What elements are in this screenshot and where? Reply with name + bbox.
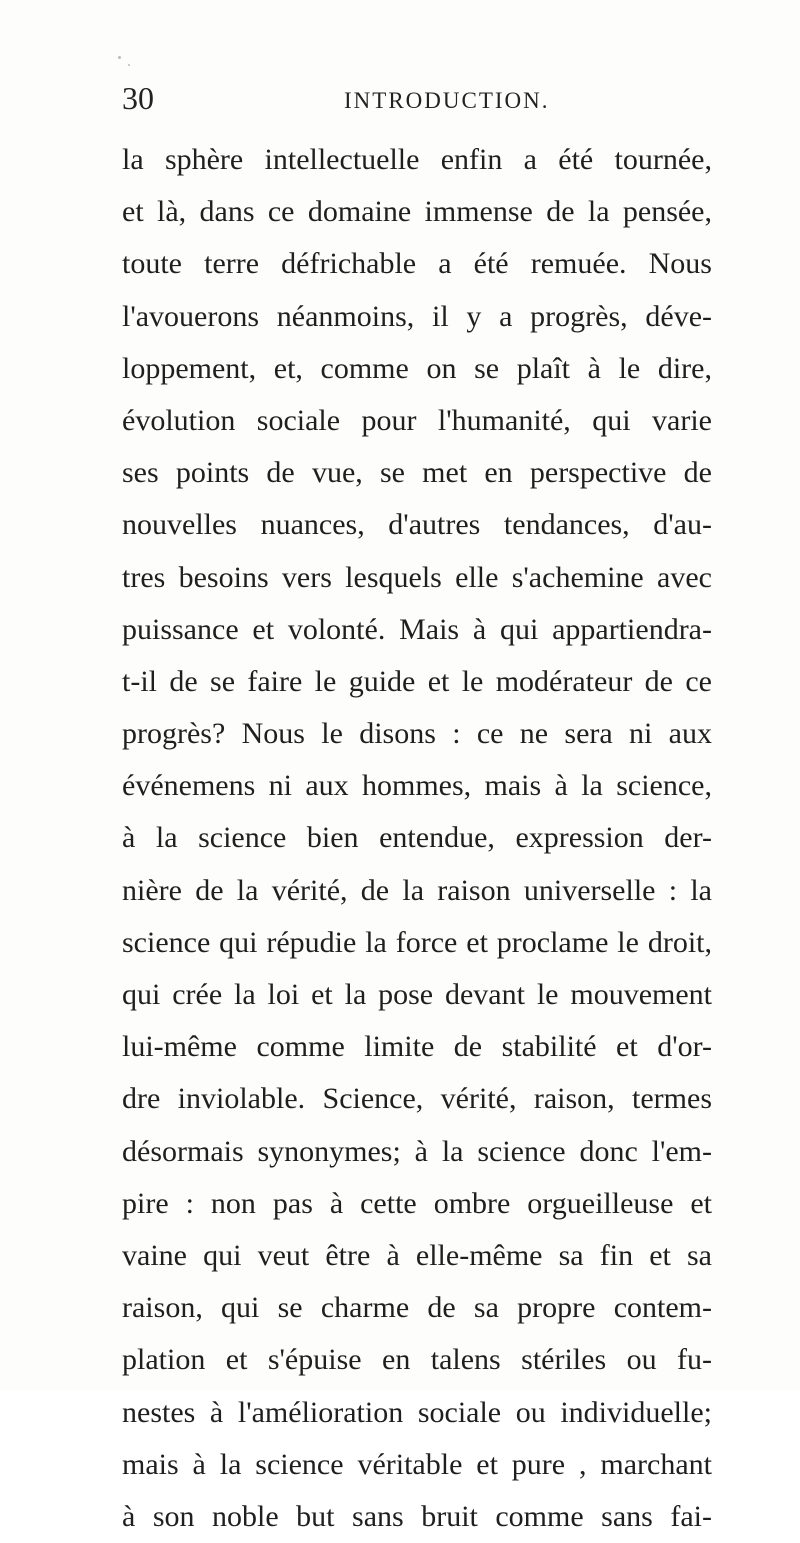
text-line: dre inviolable. Science, vérité, raison, termes	[122, 1082, 712, 1116]
text-line: toute terre défrichable a été remuée. Nous	[122, 247, 712, 281]
text-line: désormais synonymes; à la science donc l'em-	[122, 1134, 712, 1168]
text-line: plation et s'épuise en talens stériles ou fu-	[122, 1343, 712, 1377]
text-line: raison, qui se charme de sa propre contem-	[122, 1291, 712, 1325]
text-line: loppement, et, comme on se plaît à le dire,	[122, 351, 712, 385]
text-line: puissance et volonté. Mais à qui appartiendra-	[122, 612, 712, 646]
text-line: à son noble but sans bruit comme sans fai-	[122, 1499, 712, 1533]
text-line: pire : non pas à cette ombre orgueilleuse et	[122, 1186, 712, 1220]
text-line: ses points de vue, se met en perspective de	[122, 456, 712, 490]
text-line: qui crée la loi et la pose devant le mouvement	[122, 978, 712, 1011]
text-line: mais à la science véritable et pure , marchant	[122, 1447, 712, 1481]
text-line: à la science bien entendue, expression der-	[122, 821, 712, 855]
text-line: l'avouerons néanmoins, il y a progrès, déve-	[122, 299, 712, 333]
text-line: science qui répudie la force et proclame le droit,	[122, 925, 712, 959]
text-line: la sphère intellectuelle enfin a été tournée,	[122, 143, 712, 176]
running-head	[122, 78, 682, 122]
running-title: INTRODUCTION.	[344, 88, 550, 113]
text-line: et là, dans ce domaine immense de la pensée,	[122, 195, 712, 229]
text-line: nouvelles nuances, d'autres tendances, d'au-	[122, 508, 712, 542]
text-line: événemens ni aux hommes, mais à la science,	[122, 769, 712, 803]
text-line: nestes à l'amélioration sociale ou individuelle;	[122, 1395, 712, 1429]
text-line: lui-même comme limite de stabilité et d'or-	[122, 1030, 712, 1064]
text-line: vaine qui veut être à elle-même sa fin et sa	[122, 1238, 712, 1272]
paper-speck	[118, 56, 121, 59]
paper-speck	[128, 64, 130, 66]
text-line: tres besoins vers lesquels elle s'achemine avec	[122, 560, 712, 594]
page-number: 30	[122, 80, 154, 116]
body-text	[122, 134, 712, 1543]
text-line: progrès? Nous le disons : ce ne sera ni aux	[122, 717, 712, 751]
text-line: nière de la vérité, de la raison universelle : la	[122, 873, 712, 907]
text-line: t-il de se faire le guide et le modérateur de ce	[122, 664, 712, 698]
text-line: évolution sociale pour l'humanité, qui varie	[122, 403, 712, 437]
